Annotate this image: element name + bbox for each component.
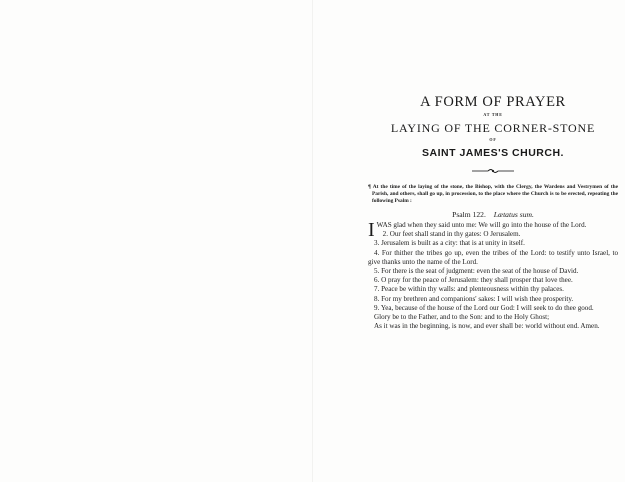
psalm-verse-9: 9. Yea, because of the house of the Lord our God: I will seek to do thee good. xyxy=(374,303,594,312)
psalm-verse-3: 3. Jerusalem is built as a city: that is at unity in itself. xyxy=(374,239,525,248)
psalm-verse-4: 4. For thither the tribes go up, even the tribes of the Lord: to testify unto Israel, to give thanks unto the name of the Lord. xyxy=(368,248,618,266)
church-name: SAINT JAMES'S CHURCH. xyxy=(422,147,564,159)
psalm-verse-5: 5. For there is the seat of judgment: even the seat of the house of David. xyxy=(374,267,579,276)
psalm-verse-8: 8. For my brethren and companions' sakes: I will wish thee prosperity. xyxy=(374,294,574,303)
page-gutter xyxy=(312,0,313,482)
psalm-heading xyxy=(368,210,618,220)
psalm-verse-7: 7. Peace be within thy walls: and plenteousness within thy palaces. xyxy=(374,285,564,294)
verse-text: WAS glad when they said unto me: We will go into the house of the Lord. xyxy=(376,221,587,229)
psalm-latin-title: Lætatus sum. xyxy=(493,210,534,219)
psalm-verse-6: 6. O pray for the peace of Jerusalem: they shall prosper that love thee. xyxy=(374,276,573,285)
document-title: A FORM OF PRAYER xyxy=(420,94,566,110)
occasion-title: LAYING OF THE CORNER-STONE xyxy=(390,121,596,135)
fleuron-rule-icon xyxy=(471,167,515,175)
at-the-text: AT THE xyxy=(483,112,503,117)
rubric-text: ¶ At the time of the laying of the stone, the Bishop, with the Clergy, the Wardens and Vestrymen of the Parish, and others, shall go up, in procession, to the place where the Church is to be erected, repeating the following Psalm : xyxy=(368,184,618,204)
psalm-verse-2: 2. Our feet shall stand in thy gates: O Jerusalem. xyxy=(382,230,521,239)
gloria-patri-line-1: Glory be to the Father, and to the Son: and to the Holy Ghost; xyxy=(374,313,550,322)
of-text: OF xyxy=(489,137,497,142)
drop-cap: I xyxy=(368,219,375,241)
psalm-number: Psalm 122. xyxy=(452,210,486,219)
gloria-patri-line-2: As it was in the beginning, is now, and ever shall be: world without end. Amen. xyxy=(374,322,600,331)
right-page xyxy=(368,94,618,331)
